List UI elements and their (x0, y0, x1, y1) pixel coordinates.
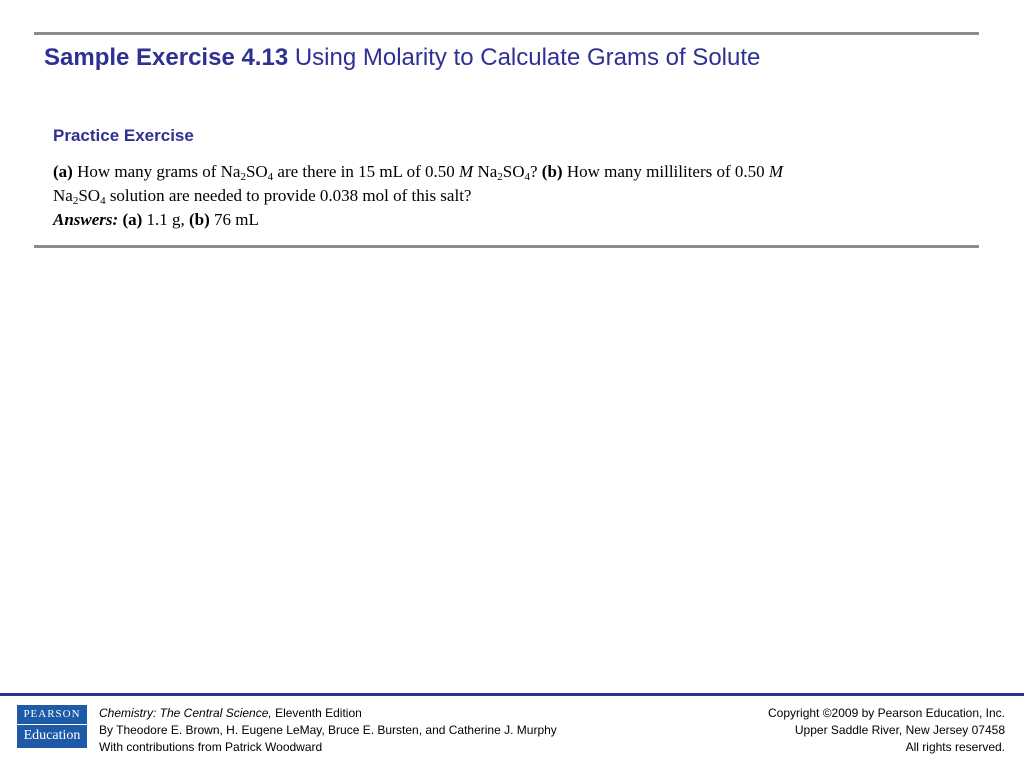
question-lines (53, 160, 953, 208)
footer-book-info (99, 705, 557, 756)
formula-so: SO (502, 162, 525, 181)
pearson-education-logo (17, 705, 87, 748)
subscript-2: 2 (240, 171, 246, 183)
subscript-4: 4 (100, 195, 106, 207)
book-title-line (99, 705, 557, 722)
answer-b-value: 76 mL (214, 210, 259, 229)
part-b-text-2: solution are needed to provide 0.038 mol of this salt? (109, 186, 472, 205)
subscript-2: 2 (72, 195, 79, 207)
answer-a-value: 1.1 g, (146, 210, 185, 229)
copyright-line: Copyright ©2009 by Pearson Education, Inc. (768, 706, 1005, 720)
formula-na: Na (53, 186, 73, 205)
title-exercise-number: Sample Exercise 4.13 (44, 44, 289, 71)
part-b-text-1: How many milliliters of 0.50 (566, 162, 765, 181)
title-topic: Using Molarity to Calculate Grams of Solute (294, 44, 761, 71)
publisher-address: Upper Saddle River, New Jersey 07458 (794, 723, 1005, 737)
slide-title (44, 44, 760, 72)
content-divider (34, 245, 979, 248)
exercise-body (53, 160, 953, 232)
molar-symbol: M (768, 162, 784, 181)
part-a-text-1: How many grams of Na (77, 162, 241, 181)
book-edition: Eleventh Edition (275, 706, 362, 720)
question-mark: ? (530, 162, 538, 181)
section-heading: Practice Exercise (53, 126, 194, 145)
formula-so: SO (245, 162, 268, 181)
logo-text-bottom: Education (23, 728, 81, 743)
part-a-text-2: are there in 15 mL of 0.50 (277, 162, 455, 181)
subscript-2: 2 (497, 171, 503, 183)
footer-copyright (768, 705, 1005, 756)
answer-b-label: (b) (189, 210, 210, 229)
formula-na: Na (477, 162, 498, 181)
subscript-4: 4 (524, 171, 530, 183)
book-contributions: With contributions from Patrick Woodward (99, 740, 323, 754)
rights-line: All rights reserved. (905, 740, 1005, 754)
subscript-4: 4 (267, 171, 274, 183)
part-a-label: (a) (53, 162, 73, 181)
formula-so: SO (78, 186, 101, 205)
part-b-label: (b) (541, 162, 563, 181)
answers-label: Answers: (53, 210, 119, 229)
book-title: Chemistry: The Central Science, (99, 706, 272, 720)
top-divider (34, 32, 979, 35)
book-authors: By Theodore E. Brown, H. Eugene LeMay, Bruce E. Bursten, and Catherine J. Murphy (99, 723, 557, 737)
footer-divider (0, 693, 1024, 696)
answer-a-label: (a) (122, 210, 143, 229)
logo-text-top: PEARSON (17, 705, 87, 725)
molar-symbol: M (459, 162, 474, 181)
answers-line (53, 208, 953, 232)
